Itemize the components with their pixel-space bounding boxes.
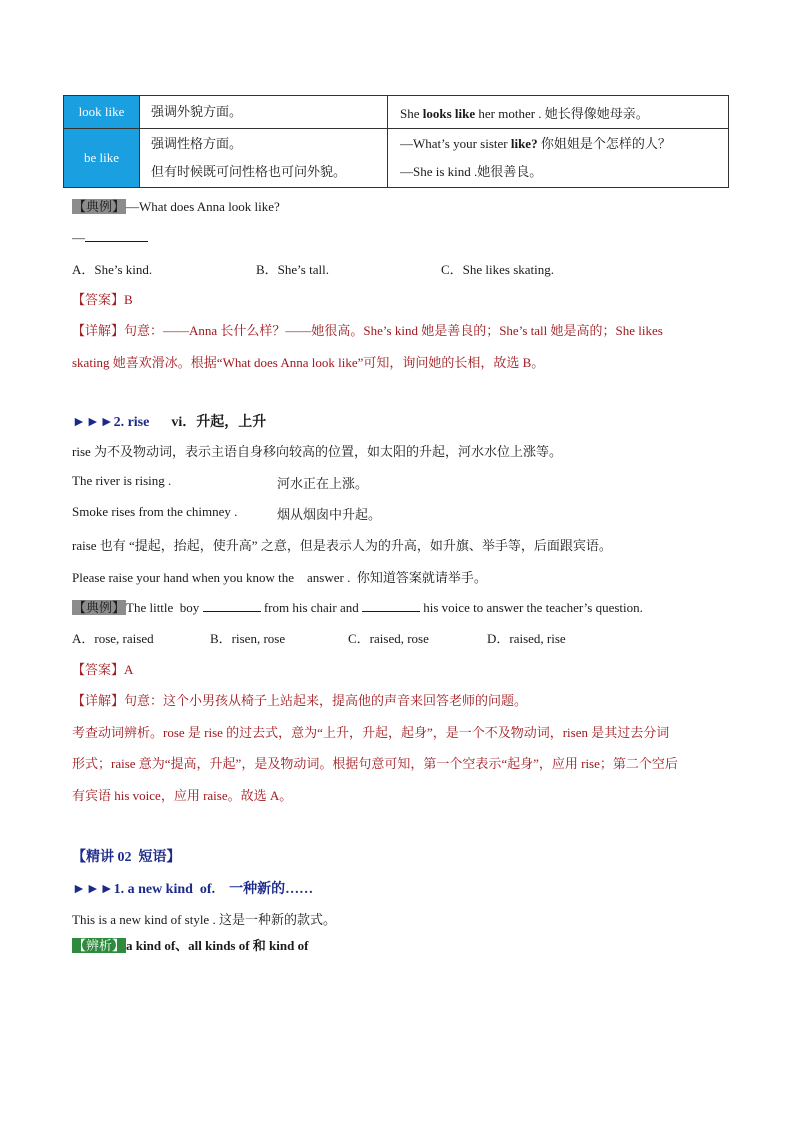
sentence-en: The river is rising . xyxy=(72,473,172,488)
analysis-line: 【辨析】a kind of、all kinds of 和 kind of xyxy=(73,938,309,953)
desc-line: 强调外貌方面。 xyxy=(151,104,243,119)
desc-line: 强调性格方面。 xyxy=(151,136,243,151)
option-d: D．raised, rise xyxy=(487,631,566,646)
text-line: raise 也有 “提起，抬起，使升高” 之意，但是表示人为的升高，如升旗、举手等，后面跟宾语。 xyxy=(72,538,612,553)
comparison-table xyxy=(63,95,729,188)
detail-line: 形式；raise 意为“提高，升起”，是及物动词。根据句意可知，第一个空表示“起身”，应用 rise；第二个空后 xyxy=(72,756,678,771)
answer-blank xyxy=(203,599,261,612)
example-cell: She looks like her mother . 她长得像她母亲。 xyxy=(388,96,729,129)
option-b: B．She’s tall. xyxy=(256,262,329,277)
sentence-cn: 河水正在上涨。 xyxy=(277,476,369,491)
term-cell: look like xyxy=(64,96,140,129)
example-tag: 【典例】 xyxy=(73,600,126,615)
detail-line: 【详解】句意：这个小男孩从椅子上站起来，提高他的声音来回答老师的问题。 xyxy=(72,693,528,708)
option-a: A．She’s kind. xyxy=(72,262,153,277)
option-a: A．rose, raised xyxy=(72,631,154,646)
option-c: C．She likes skating. xyxy=(441,262,555,277)
sentence-en: Smoke rises from the chimney . xyxy=(72,504,238,519)
text-line: This is a new kind of style . 这是一种新的款式。 xyxy=(72,912,336,927)
example-tag: 【典例】 xyxy=(73,199,126,214)
answer-blank xyxy=(85,229,148,242)
text-line: Please raise your hand when you know the answer . 你知道答案就请举手。 xyxy=(72,570,487,585)
sentence-cn: 烟从烟囱中升起。 xyxy=(277,507,382,522)
detail-line: 考查动词辨析。rose 是 rise 的过去式，意为“上升，升起，起身”，是一个不及物动词，risen 是其过去分词 xyxy=(72,725,670,740)
option-c: C．raised, rose xyxy=(348,631,429,646)
answer-blank-line: — xyxy=(72,229,148,246)
example-question: 【典例】—What does Anna look like? xyxy=(73,199,280,214)
answer-line: 【答案】B xyxy=(72,292,133,307)
detail-line: 【详解】句意：——Anna 长什么样？——她很高。She’s kind 她是善良的；She’s tall 她是高的；She likes xyxy=(72,323,663,338)
desc-cell xyxy=(140,96,388,129)
example-cell: —What’s your sister like? 你姐姐是个怎样的人？ —She is kind .她很善良。 xyxy=(388,129,729,188)
text-line: rise 为不及物动词，表示主语自身移向较高的位置，如太阳的升起，河水水位上涨等。 xyxy=(72,444,563,459)
answer-blank xyxy=(362,599,420,612)
answer-line: 【答案】A xyxy=(72,662,134,677)
table-row xyxy=(64,96,729,129)
section-heading: ►►►2. rise vi．升起，上升 xyxy=(72,415,267,430)
desc-cell xyxy=(140,129,388,188)
section-heading: 【精讲 02 短语】 xyxy=(72,850,181,865)
analysis-tag: 【辨析】 xyxy=(73,938,126,953)
example-question: 【典例】The little boy from his chair and his voice to answer the teacher’s question. xyxy=(73,600,643,615)
table-row xyxy=(64,129,729,188)
option-b: B．risen, rose xyxy=(210,631,286,646)
sub-heading: ►►►1. a new kind of. 一种新的…… xyxy=(72,882,314,897)
detail-line: 有宾语 his voice，应用 raise。故选 A。 xyxy=(72,788,293,803)
desc-line: 但有时候既可问性格也可问外貌。 xyxy=(151,164,347,179)
term-cell: be like xyxy=(64,129,140,188)
detail-line: skating 她喜欢滑冰。根据“What does Anna look like”可知，询问她的长相，故选 B。 xyxy=(72,355,545,370)
